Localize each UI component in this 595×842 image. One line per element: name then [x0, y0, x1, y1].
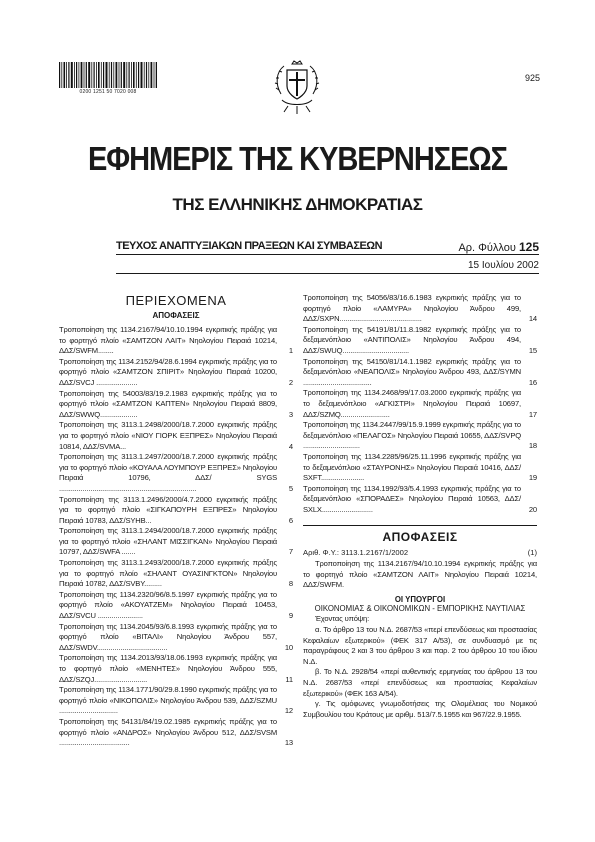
contents-entry: Τροποποίηση της 54003/83/19.2.1983 εγκριτικής πράξης για το φορτηγό πλοίο «ΣΑΜΤΖΟΝ ΚΑΠΤΕΝ» Νηολογίου Πειραιά 8809, ΔΔΣ/SWWQ................... 3 [59, 388, 293, 419]
contents-entry: Τροποποίηση της 1134.2152/94/28.6.1994 εγκριτικής πράξης για το φορτηγό πλοίο «ΣΑΜΤΖΟΝ ΣΠΙΡΙΤ» Νηολογίου Πειραιά 10200, ΔΔΣ/SVCJ ..................... 2 [59, 356, 293, 387]
header-rule [116, 254, 539, 255]
sheet-label: Αρ. Φύλλου [458, 242, 516, 254]
entry-page: 9 [288, 611, 293, 621]
decisions-heading: ΑΠΟΦΑΣΕΙΣ [303, 525, 537, 544]
ministry-heading: ΟΙΚΟΝΟΜΙΑΣ & ΟΙΚΟΝΟΜΙΚΩΝ - ΕΜΠΟΡΙΚΗΣ ΝΑΥΤΙΛΙΑΣ [314, 603, 526, 613]
entry-page: 14 [528, 314, 537, 324]
ministers-heading: ΟΙ ΥΠΟΥΡΓΟΙ [394, 594, 446, 604]
contents-column-right [303, 293, 537, 720]
entry-page: 16 [528, 377, 537, 387]
page-number: 925 [524, 73, 540, 83]
contents-entry: Τροποποίηση της 54056/83/16.6.1983 εγκριτικής πράξης για το φορτηγό πλοίο «ΛΑΜΥΡΑ» Νηολογίου Άνδρου 499, ΔΔΣ/SXPN.......................................... 14 [303, 293, 537, 324]
consideration-item: γ. Τις ομόφωνες γνωμοδοτήσεις της Ολομέλειας του Νομικού Συμβουλίου του Κράτους με αριθμ. 513/7.5.1955 και 967/22.9.1955. [303, 699, 537, 719]
entry-page: 12 [284, 706, 293, 716]
entry-page: 3 [288, 409, 293, 419]
consideration-item: β. Το Ν.Δ. 2928/54 «περί αυθεντικής ερμηνείας του άρθρου 13 του Ν.Δ. 2687/53 «περί επενδύσεως και προστασίας Κεφαλαίων εξωτερικού» (ΦΕΚ 163 Α/54). [303, 667, 537, 698]
contents-entry: Τροποποίηση της 54191/81/11.8.1982 εγκριτικής πράξης για το δεξαμενόπλοιο «ΑΝΤΙΠΟΛΙΣ» Νηολογίου Άνδρου 494, ΔΔΣ/SWUQ.................................. 15 [303, 324, 537, 355]
contents-entry: Τροποποίηση της 3113.1.2497/2000/18.7.2000 εγκριτικής πράξης για το φορτηγό πλοίο «ΚΟΥΑΛΑ ΛΟΥΜΠΟΥΡ ΕΞΠΡΕΣ» Νηολογίου Πειραιά 10796, ΔΔΣ/ SYGS ...................................................................... 5 [59, 452, 293, 493]
entry-page: 6 [288, 515, 293, 525]
contents-entry: Τροποποίηση της 1134.2045/93/6.8.1993 εγκριτικής πράξης για το φορτηγό πλοίο «ΒΙΤΑΛΙ» Νηολογίου Άνδρου 557, ΔΔΣ/SWDV.................................... 10 [59, 621, 293, 652]
entry-page: 10 [284, 642, 293, 652]
entry-page: 4 [288, 441, 293, 451]
decision-summary: Τροποποίηση της 1134.2167/94/10.10.1994 εγκριτικής πράξης για το φορτηγό πλοίο «ΣΑΜΤΖΟΝ ΛΑΙΤ» Νηολογίου Πειραιά 10214, ΔΔΣ/SWFM. [303, 559, 537, 590]
barcode-number: 0200 1251 50 7020 008 [79, 89, 137, 95]
entry-page: 11 [285, 674, 293, 684]
contents-entry: Τροποποίηση της 1134.2468/99/17.03.2000 εγκριτικής πράξης για το δεξαμενόπλοιο «ΑΓΚΙΣΤΡΙ» Νηολογίου Πειραιά 10697, ΔΔΣ/SZMQ......................... 17 [303, 388, 537, 419]
coat-of-arms-emblem [272, 60, 322, 118]
contents-entry: Τροποποίηση της 3113.1.2493/2000/18.7.2000 εγκριτικής πράξης για το φορτηγό πλοίο «ΣΗΛΑΝΤ ΟΥΑΣΙΝΓΚΤΟΝ» Νηολογίου Πειραιά 10782, ΔΔΣ/SVBY......... 8 [59, 558, 293, 589]
contents-subtitle: ΑΠΟΦΑΣΕΙΣ [152, 311, 200, 320]
gazette-subtitle: ΤΗΣ ΕΛΛΗΝΙΚΗΣ ΔΗΜΟΚΡΑΤΙΑΣ [172, 195, 423, 214]
entry-page: 7 [288, 547, 293, 557]
entry-page: 15 [528, 345, 537, 355]
having-in-view: Έχοντας υπόψη: [315, 614, 370, 624]
entry-page: 1 [288, 346, 293, 356]
entry-page: 18 [528, 441, 537, 451]
entry-page: 8 [288, 579, 293, 589]
consideration-item: α. Το άρθρο 13 του Ν.Δ. 2687/53 «περί επενδύσεως και προστασίας Κεφαλαίων εξωτερικού» (ΦΕΚ 317 Α/53), σε συνδυασμό με τις παραγράφους 2 και 3 του άρθρου 3 και παρ. 2 του άρθρου 10 του ίδιου Ν.Δ. [303, 625, 537, 666]
sheet-number [433, 240, 539, 254]
gazette-title: ΕΦΗΜΕΡΙΣ ΤΗΣ ΚΥΒΕΡΝΗΣΕΩΣ [87, 140, 508, 177]
contents-entry: Τροποποίηση της 54131/84/19.02.1985 εγκριτικής πράξης για το φορτηγό πλοίο «ΑΝΔΡΟΣ» Νηολογίου Άνδρου 512, ΔΔΣ/SVSM .................................... 13 [59, 716, 293, 748]
contents-entry: Τροποποίηση της 1134.2320/96/8.5.1997 εγκριτικής πράξης για το φορτηγό πλοίο «ΑΚΟΥΑΤΖΕΜ» Νηολογίου Πειραιά 10453, ΔΔΣ/SVCU ....................... 9 [59, 589, 293, 621]
contents-entry: Τροποποίηση της 1134.2167/94/10.10.1994 εγκριτικής πράξης για το φορτηγό πλοίο «ΣΑΜΤΖΟΝ ΛΑΙΤ» Νηολογίου Πειραιά 10214, ΔΔΣ/SWFM........ 1 [59, 325, 293, 356]
entry-page: 13 [284, 738, 293, 748]
contents-entry: Τροποποίηση της 1134.2447/99/15.9.1999 εγκριτικής πράξης για το δεξαμενόπλοιο «ΠΕΛΑΓΟΣ» Νηολογίου Πειραιά 10655, ΔΔΣ/SVPQ ............................. 18 [303, 420, 537, 451]
contents-column-left [59, 288, 293, 749]
barcode [59, 62, 157, 88]
decision-ref-number: (1) [527, 548, 537, 558]
sheet-number-value: 125 [518, 240, 539, 254]
entry-page: 19 [528, 473, 537, 483]
issue-series: ΤΕΥΧΟΣ ΑΝΑΠΤΥΞΙΑΚΩΝ ΠΡΑΞΕΩΝ ΚΑΙ ΣΥΜΒΑΣΕΩΝ [116, 240, 383, 252]
entry-page: 20 [528, 504, 537, 514]
entry-page: 2 [288, 377, 293, 387]
contents-entry: Τροποποίηση της 3113.1.2494/2000/18.7.2000 εγκριτικής πράξης για το φορτηγό πλοίο «ΣΗΛΑΝΤ ΜΙΣΣΙΓΚΑΝ» Νηολογίου Πειραιά 10797, ΔΔΣ/SWFA ....... 7 [59, 526, 293, 557]
contents-entry: Τροποποίηση της 3113.1.2498/2000/18.7.2000 εγκριτικής πράξης για το φορτηγό πλοίο «ΝΙΟΥ ΓΙΟΡΚ ΕΞΠΡΕΣ» Νηολογίου Πειραιά 10814, ΔΔΣ/SVMA... 4 [59, 420, 293, 451]
contents-entry: Τροποποίηση της 1134.1992/93/5.4.1993 εγκριτικής πράξης για το δεξαμενόπλοιο «ΣΠΟΡΑΔΕΣ» Νηολογίου Πειραιά 10563, ΔΔΣ/ SXLX.......................... 20 [303, 483, 537, 514]
contents-entry: Τροποποίηση της 1134.1771/90/29.8.1990 εγκριτικής πράξης για το φορτηγό πλοίο «ΝΙΚΟΠΟΛΙΣ» Νηολογίου Άνδρου 539, ΔΔΣ/SZMU .............................. 12 [59, 685, 293, 716]
date-rule [116, 273, 539, 274]
entry-page: 17 [528, 409, 537, 419]
issue-date: 15 Ιουλίου 2002 [468, 260, 539, 271]
contents-entry: Τροποποίηση της 54150/81/14.1.1982 εγκριτικής πράξης για το δεξαμενόπλοιο «ΝΕΑΠΟΛΙΣ» Νηολογίου Άνδρου 493, ΔΔΣ/SYMN ................................... 16 [303, 356, 537, 387]
contents-entry: Τροποποίηση της 1134.2013/93/18.06.1993 εγκριτικής πράξης για το φορτηγό πλοίο «ΜΕΝΗΤΕΣ» Νηολογίου Άνδρου 555, ΔΔΣ/SZQJ........................... 11 [59, 653, 293, 684]
contents-title: ΠΕΡΙΕΧΟΜΕΝΑ [125, 293, 227, 308]
entry-page: 5 [288, 483, 293, 493]
contents-entry: Τροποποίηση της 3113.1.2496/2000/4.7.2000 εγκριτικής πράξης για το φορτηγό πλοίο «ΣΙΓΚΑΠΟΥΡΗ ΕΞΠΡΕΣ» Νηολογίου Πειραιά 10783, ΔΔΣ/SYHB... 6 [59, 494, 293, 525]
decision-reference: Αριθ. Φ.Υ.: 3113.1.2167/1/2002 (1) [303, 548, 537, 558]
contents-entry: Τροποποίηση της 1134.2285/96/25.11.1996 εγκριτικής πράξης για το δεξαμενόπλοιο «ΣΤΑΥΡΟΝΗΣ» Νηολογίου Πειραιά 10416, ΔΔΣ/ SXFT...................... 19 [303, 451, 537, 483]
